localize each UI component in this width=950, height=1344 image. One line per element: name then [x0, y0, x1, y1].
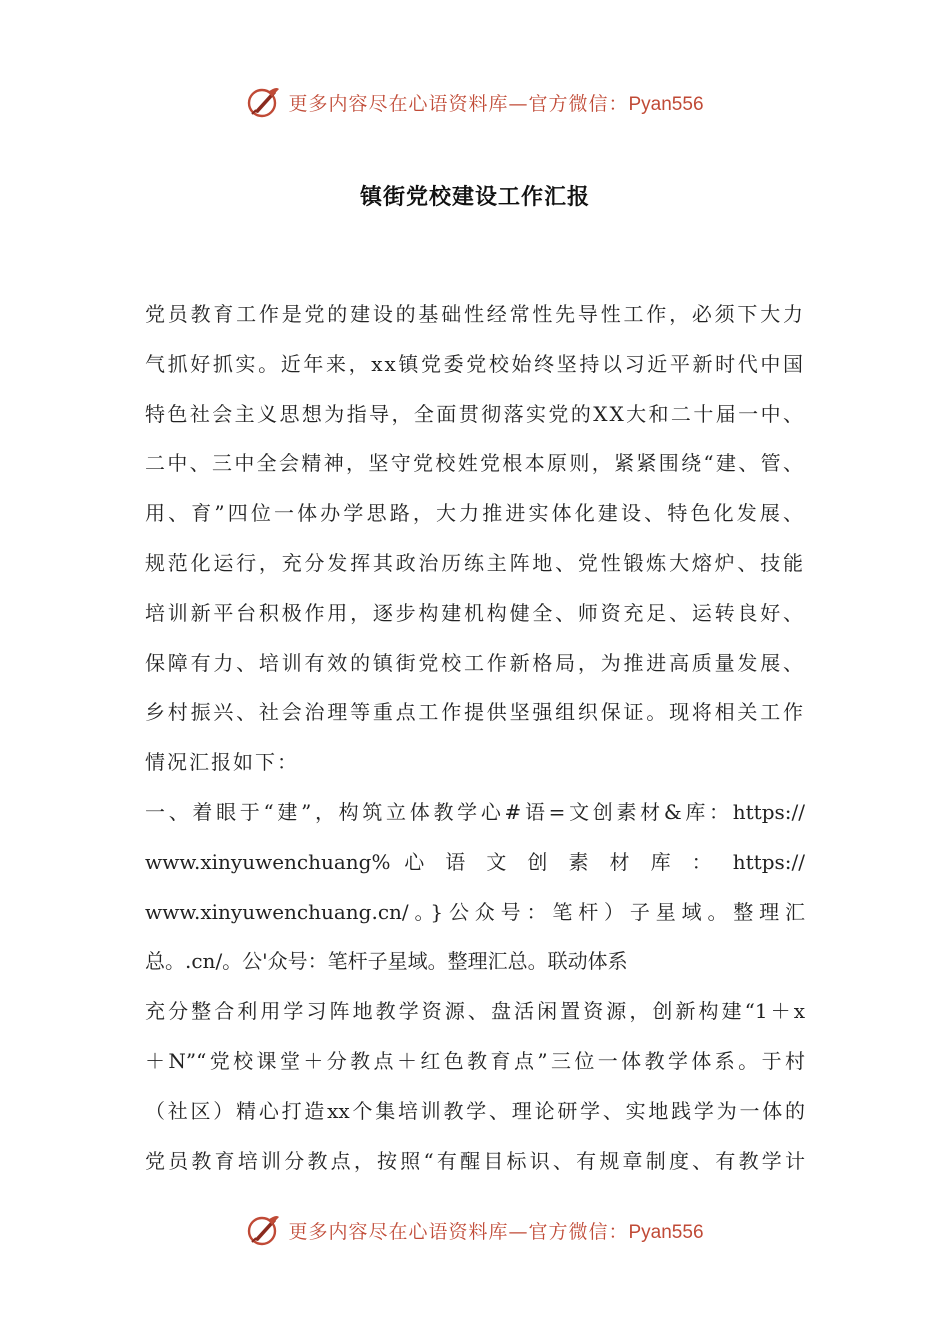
body-line: 乡村振兴、社会治理等重点工作提供坚强组织保证。现将相关工作: [145, 700, 805, 725]
footer-banner-text: 更多内容尽在心语资料库—官方微信：Pyan556: [288, 1220, 704, 1243]
footer-banner-handle: Pyan556: [628, 1221, 704, 1243]
body-line: www.xinyuwenchuang.cn/。}公众号：笔杆）子星域。整理汇: [145, 899, 805, 924]
body-line: 情况汇报如下：: [145, 750, 299, 775]
header-banner-text: 更多内容尽在心语资料库—官方微信：Pyan556: [288, 92, 704, 115]
body-line: 二中、三中全会精神，坚守党校姓党根本原则，紧紧围绕“建、管、: [145, 451, 805, 476]
body-line: 用、育”四位一体办学思路，大力推进实体化建设、特色化发展、: [145, 501, 805, 526]
body-line: 特色社会主义思想为指导，全面贯彻落实党的XX大和二十届一中、: [145, 401, 805, 426]
header-banner-handle: Pyan556: [628, 93, 704, 115]
document-title: 镇街党校建设工作汇报: [359, 184, 590, 210]
body-line: ＋N”“党校课堂＋分教点＋红色教育点”三位一体教学体系。于村: [145, 1048, 805, 1073]
body-line: （社区）精心打造xx个集培训教学、理论研学、实地践学为一体的: [145, 1098, 805, 1123]
body-line: 保障有力、培训有效的镇街党校工作新格局，为推进高质量发展、: [145, 650, 805, 675]
section-heading-line: 一、着眼于“建”，构筑立体教学心#语=文创素材&库：https://: [145, 799, 805, 824]
body-line: 党员教育培训分教点，按照“有醒目标识、有规章制度、有教学计: [145, 1148, 805, 1173]
body-line: 充分整合利用学习阵地教学资源、盘活闲置资源，创新构建“1＋x: [145, 999, 805, 1024]
body-line: www.xinyuwenchuang% 心 语 文 创 素 材 库 ： https://: [145, 849, 805, 874]
body-line: 规范化运行，充分发挥其政治历练主阵地、党性锻炼大熔炉、技能: [145, 550, 805, 575]
body-line: 培训新平台积极作用，逐步构建机构健全、师资充足、运转良好、: [145, 600, 805, 625]
quill-logo-icon: [246, 1212, 282, 1248]
quill-logo-icon: [246, 84, 282, 120]
footer-banner: [0, 1210, 950, 1250]
body-line: 党员教育工作是党的建设的基础性经常性先导性工作，必须下大力: [145, 302, 805, 326]
document-body: [145, 290, 805, 1186]
header-banner: [0, 82, 950, 122]
body-line: 气抓好抓实。近年来，xx镇党委党校始终坚持以习近平新时代中国: [145, 351, 805, 376]
body-line: 总。.cn/。公'众号：笔杆子星域。整理汇总。联动体系: [145, 949, 628, 974]
